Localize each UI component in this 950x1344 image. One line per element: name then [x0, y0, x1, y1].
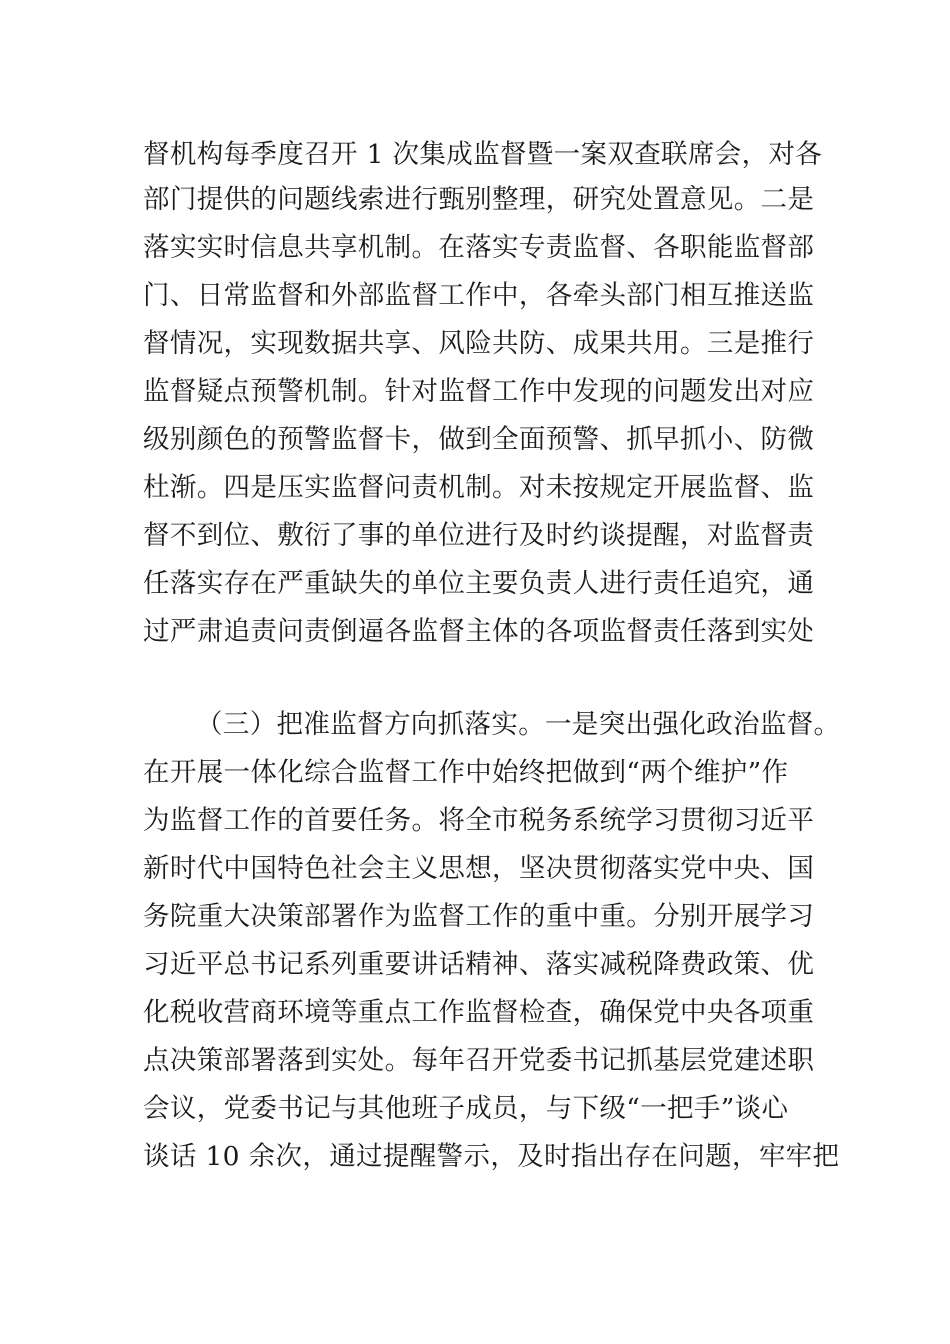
paragraph-2-line-10: 谈话 10 余次，通过提醒警示，及时指出存在问题，牢牢把	[143, 1141, 840, 1172]
paragraph-2-line-4: 新时代中国特色社会主义思想，坚决贯彻落实党中央、国	[143, 853, 815, 884]
paragraph-2-line-6: 习近平总书记系列重要讲话精神、落实减税降费政策、优	[143, 949, 815, 980]
paragraph-2-line-8: 点决策部署落到实处。每年召开党委书记抓基层党建述职	[143, 1045, 815, 1076]
paragraph-1-line-1: 督机构每季度召开 1 次集成监督暨一案双查联席会，对各	[143, 139, 823, 170]
paragraph-1-line-2: 部门提供的问题线索进行甄别整理，研究处置意见。二是	[143, 184, 815, 215]
paragraph-1-line-5: 督情况，实现数据共享、风险共防、成果共用。三是推行	[143, 328, 815, 359]
paragraph-1-line-7: 级别颜色的预警监督卡，做到全面预警、抓早抓小、防微	[143, 424, 815, 455]
paragraph-2-line-5: 务院重大决策部署作为监督工作的重中重。分别开展学习	[143, 901, 815, 932]
paragraph-1-line-6: 监督疑点预警机制。针对监督工作中发现的问题发出对应	[143, 376, 815, 407]
paragraph-1-line-8: 杜渐。四是压实监督问责机制。对未按规定开展监督、监	[143, 472, 815, 503]
paragraph-1-line-3: 落实实时信息共享机制。在落实专责监督、各职能监督部	[143, 232, 815, 263]
paragraph-2-line-3: 为监督工作的首要任务。将全市税务系统学习贯彻习近平	[143, 805, 815, 836]
paragraph-1-line-4: 门、日常监督和外部监督工作中，各牵头部门相互推送监	[143, 280, 815, 311]
paragraph-2-line-9: 会议，党委书记与其他班子成员，与下级“一把手”谈心	[143, 1093, 789, 1124]
paragraph-2-line-2: 在开展一体化综合监督工作中始终把做到“两个维护”作	[143, 757, 789, 788]
paragraph-2-line-1: （三）把准监督方向抓落实。一是突出强化政治监督。	[196, 709, 841, 740]
paragraph-1-line-9: 督不到位、敷衍了事的单位进行及时约谈提醒，对监督责	[143, 520, 815, 551]
paragraph-1-line-11: 过严肃追责问责倒逼各监督主体的各项监督责任落到实处	[143, 616, 815, 647]
paragraph-1-line-10: 任落实存在严重缺失的单位主要负责人进行责任追究，通	[143, 568, 815, 599]
paragraph-2-line-7: 化税收营商环境等重点工作监督检查，确保党中央各项重	[143, 997, 815, 1028]
